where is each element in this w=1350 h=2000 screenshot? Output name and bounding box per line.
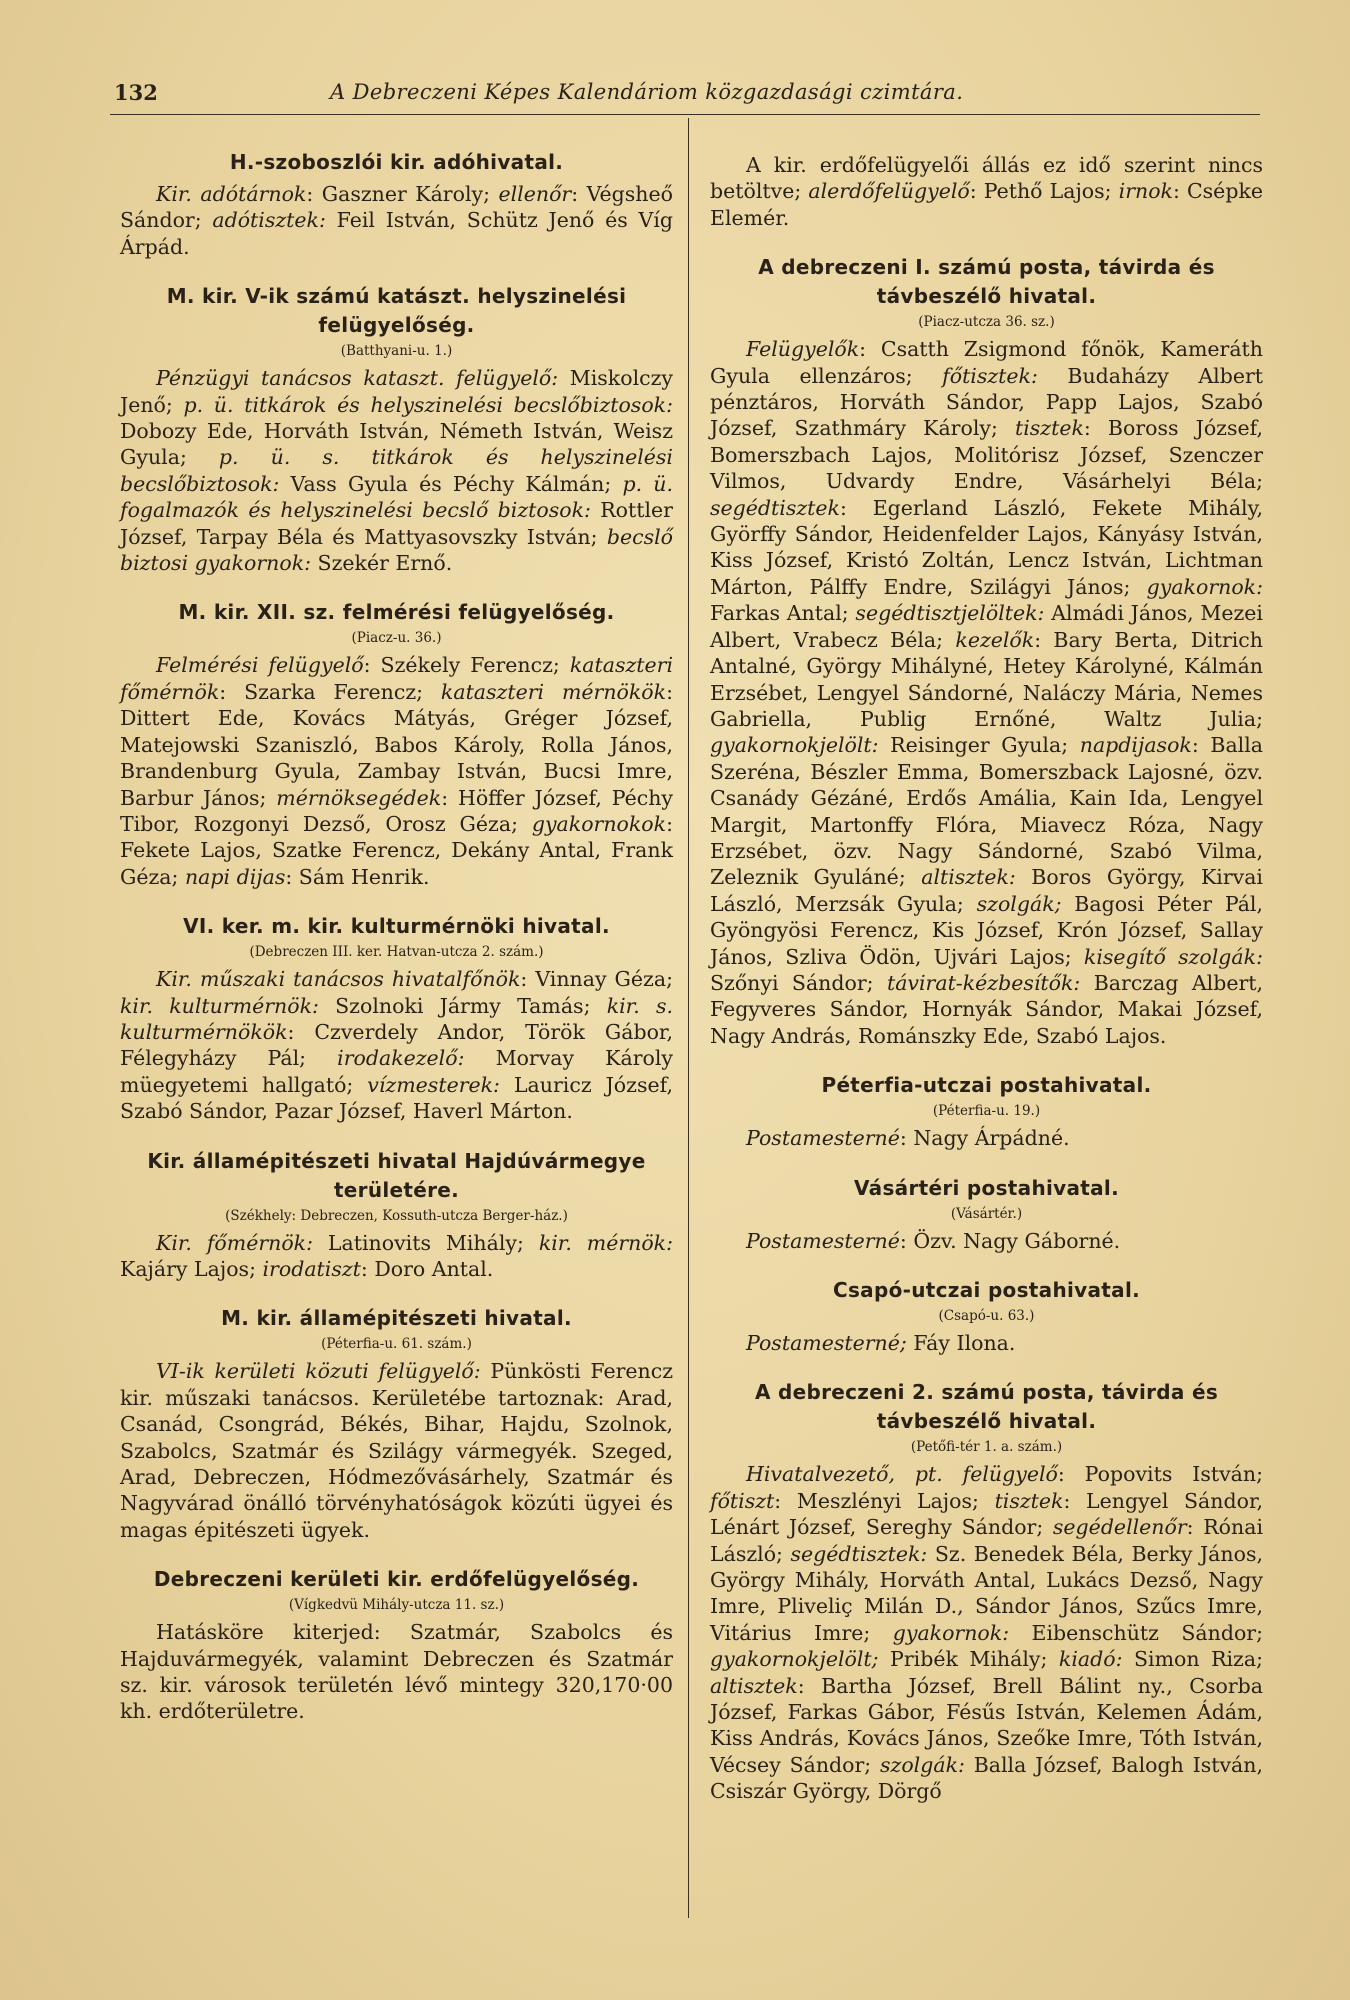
- section-title: VI. ker. m. kir. kulturmérnöki hivatal.: [183, 914, 610, 939]
- section-address: (Piacz-u. 36.): [351, 630, 442, 647]
- names-text: Morvay Károly müegyetemi hallgató;: [120, 1046, 673, 1097]
- role-label: Kir. főmérnök:: [156, 1230, 314, 1255]
- role-label: kataszteri főmérnök: [120, 653, 673, 704]
- section-title: Vásártéri postahivatal.: [853, 1175, 1119, 1200]
- role-label: gyakornokjelölt;: [710, 1647, 879, 1672]
- names-text: : Nagy Árpádné.: [899, 1126, 1070, 1151]
- role-label: távirat-kézbesítők:: [886, 970, 1081, 995]
- role-label: mérnöksegédek: [276, 785, 442, 810]
- names-text: : Bary Berta, Ditrich Antalné, György Mihályné, Hetey Károlyné, Kálmán Erzsébet, Lengyel Sándorné, Naláczy Mária, Nemes Gabriella, Publig Ernőné, Waltz Julia;: [710, 627, 1263, 731]
- role-label: segédtisztjelöltek:: [855, 601, 1045, 626]
- names-text: Rottler József, Tarpay Béla és Mattyasovszky István;: [120, 498, 673, 549]
- names-text: Bagosi Péter Pál, Gyöngyösi Ferencz, Kis József, Krón József, Sallay János, Szliva Ödön, Ujvári Lajos;: [710, 891, 1264, 969]
- section-body: [710, 1330, 1263, 1356]
- names-text: Almádi János, Mezei Albert, Vrabecz Béla;: [710, 601, 1263, 652]
- role-label: kiadó:: [1058, 1647, 1123, 1672]
- section-title: H.-szoboszlói kir. adóhivatal.: [229, 150, 564, 174]
- role-label: főtisztek:: [942, 363, 1038, 388]
- section-body: [120, 1619, 673, 1725]
- role-label: p. ü. s. titkárok és helyszinelési becslőbiztosok:: [120, 445, 673, 496]
- section-body: [710, 152, 1263, 231]
- section-body: [120, 652, 673, 890]
- role-label: Felügyelők: [746, 337, 860, 362]
- right-column: [710, 148, 1263, 1827]
- names-text: Feil István, Schütz Jenő és Víg Árpád.: [120, 208, 674, 259]
- office-section: [710, 1378, 1263, 1804]
- section-title: Péterfia-utczai postahivatal.: [821, 1073, 1152, 1098]
- office-section: [710, 1276, 1263, 1356]
- names-text: : Gaszner Károly;: [306, 182, 499, 206]
- header-rule: [110, 114, 1260, 115]
- role-label: Felmérési felügyelő: [156, 653, 364, 678]
- section-title: A debreczeni 2. számú posta, távirda és távbeszélő hivatal.: [754, 1380, 1219, 1434]
- office-section: [710, 1174, 1263, 1254]
- running-title: A Debreczeni Képes Kalendáriom közgazdasági czimtára.: [330, 80, 964, 104]
- role-label: kezelők: [955, 627, 1035, 652]
- role-label: kisegítő szolgák:: [1083, 944, 1263, 969]
- section-address: (Péterfia-u. 61. szám.): [321, 1336, 472, 1353]
- names-text: : Meszlényi Lajos;: [774, 1488, 995, 1513]
- names-text: Eibenschütz Sándor;: [1009, 1620, 1263, 1645]
- role-label: p. ü. titkárok és helyszinelési becslőbiztosok:: [183, 392, 673, 417]
- names-text: Lauricz József, Szabó Sándor, Pazar József, Haverl Márton.: [120, 1072, 673, 1124]
- names-text: : Dittert Ede, Kovács Mátyás, Gréger József, Matejowski Szaniszló, Babos Károly, Rolla János, Brandenburg Gyula, Zambay István, Bucsi Imre, Barbur János;: [120, 679, 673, 810]
- role-label: Postamesterné: [746, 1126, 900, 1151]
- section-address: (Székhely: Debreczen, Kossuth-utcza Berger-ház.): [225, 1207, 568, 1224]
- role-label: irodatiszt: [262, 1256, 361, 1281]
- role-label: kir. kulturmérnök:: [120, 993, 319, 1018]
- office-section: [710, 1071, 1263, 1151]
- names-text: Szekér Ernő.: [311, 551, 453, 576]
- section-title: M. kir. XII. sz. felmérési felügyelőség.: [178, 600, 615, 625]
- section-address: (Csapó-u. 63.): [938, 1308, 1035, 1324]
- names-text: : Csatth Zsigmond főnök, Kameráth Gyula ellenzáros;: [710, 337, 1263, 388]
- names-text: : Doro Antal.: [360, 1256, 494, 1281]
- role-label: Hivatalvezető, pt. felügyelő: [746, 1462, 1058, 1487]
- role-label: szolgák:: [880, 1752, 965, 1777]
- role-label: napi dijas: [184, 864, 286, 889]
- names-text: : Popovits István;: [1057, 1462, 1263, 1487]
- role-label: kataszteri mérnökök: [440, 679, 667, 704]
- section-title: A debreczeni I. számú posta, távirda és távbeszélő hivatal.: [758, 255, 1215, 309]
- office-section: [120, 1147, 673, 1283]
- role-label: irodakezelő:: [337, 1046, 465, 1071]
- left-column: [120, 148, 673, 1747]
- role-label: kir. s. kulturmérnökök: [120, 993, 673, 1044]
- names-text: Dobozy Ede, Horváth István, Németh István, Weisz Gyula;: [120, 419, 673, 470]
- section-body: [120, 966, 673, 1124]
- role-label: gyakornokjelölt:: [710, 733, 879, 758]
- role-label: gyakornokok: [531, 811, 667, 836]
- section-body: [120, 1230, 673, 1283]
- names-text: Pünkösti Ferencz kir. műszaki tanácsos. Kerületébe tartoznak: Arad, Csanád, Csongrád, Békés, Bihar, Hajdu, Szolnok, Szabolcs, Szatmár és Szilágy vármegyék. Szeged, Arad, Debreczen, Hódmezővásárhely, Szatmár és Nagyvárad önálló törvényhatóságok közúti ügyei és magas épitészeti ügyek.: [120, 1359, 673, 1542]
- office-section: [120, 912, 673, 1124]
- section-title: Kir. államépitészeti hivatal Hajdúvármegye területére.: [147, 1148, 646, 1202]
- office-section: [120, 148, 673, 260]
- page-header: [110, 80, 1260, 114]
- names-text: Barczag Albert, Fegyveres Sándor, Hornyák Sándor, Makai József, Nagy András, Románszky Ede, Szabó Lajos.: [710, 970, 1264, 1048]
- section-body: [120, 181, 673, 260]
- names-text: Boros György, Kirvai László, Merzsák Gyula;: [710, 865, 1263, 916]
- role-label: tisztek: [994, 1488, 1064, 1513]
- section-body: [710, 1461, 1263, 1804]
- section-body: [710, 1125, 1263, 1151]
- section-title: Csapó-utczai postahivatal.: [833, 1278, 1140, 1302]
- names-text: Kajáry Lajos;: [120, 1256, 263, 1281]
- role-label: VI-ik kerületi közuti felügyelő:: [156, 1359, 481, 1384]
- page-number: 132: [114, 80, 158, 105]
- names-text: Szőnyi Sándor;: [710, 970, 887, 995]
- names-text: : Fekete Lajos, Szatke Ferencz, Dekány Antal, Frank Géza;: [120, 811, 673, 889]
- office-section: [710, 253, 1263, 1049]
- office-section: [710, 152, 1263, 231]
- role-label: ellenőr: [498, 182, 572, 206]
- names-text: Pribék Mihály;: [878, 1647, 1059, 1672]
- section-body: [120, 365, 673, 576]
- role-label: altisztek: [710, 1673, 798, 1698]
- role-label: segédellenőr: [1052, 1515, 1187, 1540]
- section-body: [120, 1358, 673, 1543]
- role-label: gyakornok:: [892, 1620, 1010, 1645]
- names-text: : Végsheő Sándor;: [120, 182, 673, 233]
- role-label: becslő biztosi gyakornok:: [120, 524, 673, 576]
- names-text: : Rónai László;: [710, 1515, 1264, 1566]
- names-text: : Csépke Elemér.: [710, 179, 1263, 230]
- role-label: p. ü. fogalmazók és helyszinelési becslő biztosok:: [120, 471, 673, 523]
- names-text: Sz. Benedek Béla, Berky János, György Mihály, Horváth Antal, Lukács Dezső, Nagy Imre, Pliveliç Milán D., Sándor János, Szűcs Imre, Vitárius Imre;: [710, 1541, 1263, 1645]
- names-text: Balla József, Balogh István, Csiszár György, Dörgő: [710, 1752, 1263, 1804]
- section-address: (Debreczen III. ker. Hatvan-utcza 2. szám.): [249, 944, 544, 961]
- section-address: (Petőfi-tér 1. a. szám.): [910, 1439, 1063, 1456]
- role-label: Pénzügyi tanácsos kataszt. felügyelő:: [156, 366, 559, 391]
- section-address: (Piacz-utcza 36. sz.): [918, 314, 1055, 331]
- section-address: (Vígkedvü Mihály-utcza 11. sz.): [288, 1597, 505, 1614]
- names-text: Farkas Antal;: [710, 601, 856, 626]
- names-text: : Vinnay Géza;: [520, 967, 673, 992]
- section-title: Debreczeni kerületi kir. erdőfelügyelőség.: [153, 1567, 640, 1592]
- role-label: főtiszt: [710, 1488, 775, 1513]
- role-label: altisztek:: [921, 865, 1016, 890]
- names-text: : Sám Henrik.: [285, 864, 430, 889]
- names-text: Latinovits Mihály;: [313, 1230, 539, 1255]
- role-label: napdijasok: [1079, 733, 1192, 758]
- names-text: Reisinger Gyula;: [878, 733, 1080, 758]
- role-label: Kir. műszaki tanácsos hivatalfőnök: [156, 967, 521, 992]
- names-text: Budaházy Albert pénztáros, Horváth Sándor, Papp Lajos, Szabó József, Szathmáry Károly;: [710, 363, 1263, 441]
- names-text: A kir. erdőfelügyelői állás ez idő szerint nincs betöltve;: [710, 153, 1263, 204]
- names-text: : Egerland László, Fekete Mihály, Györffy Sándor, Heidenfelder Lajos, Kányásy István, Kiss József, Kristó Zoltán, Lencz István, Lichtman Márton, Pálffy Endre, Szilágyi János;: [710, 495, 1263, 599]
- role-label: vízmesterek:: [367, 1072, 500, 1097]
- role-label: alerdőfelügyelő: [808, 179, 970, 204]
- names-text: Hatásköre kiterjed: Szatmár, Szabolcs és Hajduvármegyék, valamint Debreczen és Szatmár sz. kir. városok területén lévő mintegy 320,170·00 kh. erdőterületre.: [120, 1620, 673, 1724]
- names-text: Szolnoki Jármy Tamás;: [318, 993, 607, 1018]
- office-section: [120, 282, 673, 576]
- column-divider: [688, 118, 689, 1918]
- office-section: [120, 598, 673, 890]
- names-text: : Balla Szeréna, Bészler Emma, Bomerszback Lajosné, özv. Csanády Gézáné, Erdős Amália, Kain Ida, Lengyel Margit, Martonffy Flóra, Miavecz Róza, Nagy Erzsébet, özv. Nagy Sándorné, Szabó Vilma, Zeleznik Gyuláné;: [710, 733, 1264, 890]
- section-body: [710, 336, 1263, 1049]
- section-body: [710, 1228, 1263, 1254]
- section-title: M. kir. államépitészeti hivatal.: [221, 1306, 572, 1331]
- names-text: Simon Riza;: [1122, 1647, 1263, 1672]
- section-address: (Vásártér.): [950, 1205, 1023, 1222]
- section-address: (Péterfia-u. 19.): [932, 1103, 1041, 1120]
- names-text: : Czverdely Andor, Török Gábor, Félegyházy Pál;: [120, 1019, 673, 1071]
- role-label: adótisztek:: [212, 208, 326, 233]
- role-label: gyakornok:: [1146, 574, 1263, 599]
- role-label: Postamesterné: [746, 1228, 900, 1253]
- role-label: segédtisztek: [710, 495, 840, 520]
- names-text: : Bartha József, Brell Bálint ny., Csorba József, Farkas Gábor, Fésűs István, Kelemen Ádám, Kiss András, Kovács János, Szeőke Imre, Tóth István, Vécsey Sándor;: [710, 1673, 1263, 1777]
- office-section: [120, 1565, 673, 1725]
- section-title: M. kir. V-ik számú katászt. helyszinelési felügyelőség.: [166, 284, 627, 338]
- names-text: : Szarka Ferencz;: [219, 679, 441, 704]
- names-text: : Lengyel Sándor, Lénárt József, Sereghy Sándor;: [710, 1488, 1264, 1540]
- role-label: Kir. adótárnok: [156, 182, 307, 206]
- office-section: [120, 1304, 673, 1543]
- names-text: : Székely Ferencz;: [363, 653, 570, 678]
- role-label: kir. mérnök:: [538, 1230, 673, 1255]
- names-text: : Özv. Nagy Gáborné.: [899, 1228, 1121, 1253]
- names-text: : Boross József, Bomerszbach Lajos, Molitórisz József, Szenczer Vilmos, Udvardy Endre, Vásárhelyi Béla;: [710, 416, 1263, 494]
- role-label: segédtisztek:: [790, 1541, 928, 1566]
- role-label: tisztek: [1014, 416, 1084, 441]
- names-text: Miskolczy Jenő;: [120, 366, 673, 417]
- role-label: Postamesterné;: [746, 1331, 907, 1355]
- names-text: Fáy Ilona.: [906, 1331, 1016, 1355]
- names-text: : Pethő Lajos;: [969, 179, 1119, 204]
- role-label: szolgák;: [976, 891, 1062, 916]
- role-label: irnok: [1118, 179, 1173, 204]
- names-text: Vass Gyula és Péchy Kálmán;: [279, 471, 623, 496]
- names-text: : Höffer József, Péchy Tibor, Rozgonyi Dezső, Orosz Géza;: [120, 785, 674, 836]
- section-address: (Batthyani-u. 1.): [340, 343, 453, 360]
